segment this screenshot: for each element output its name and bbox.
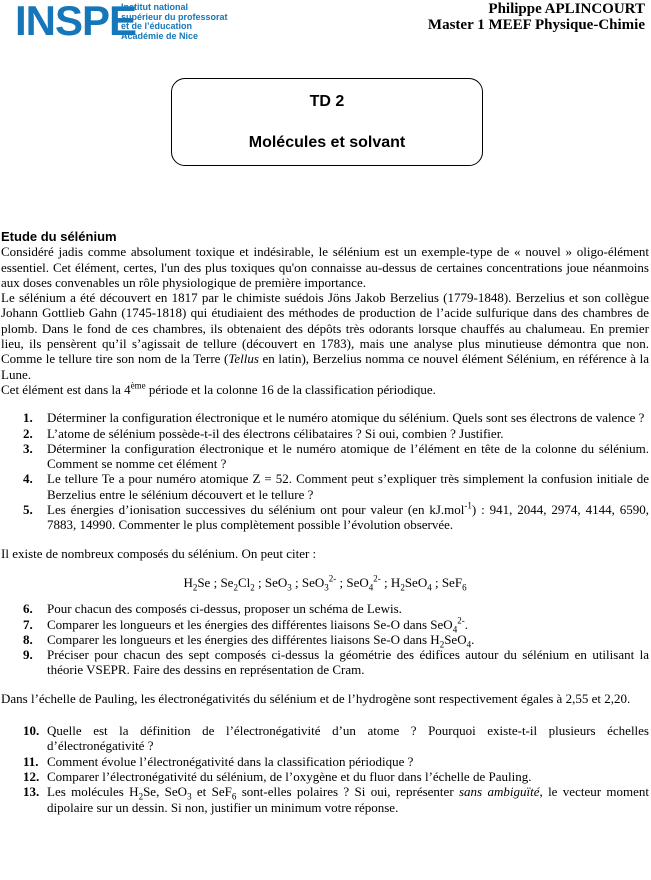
compound-formulas (1, 573, 649, 593)
question-text: Préciser pour chacun des sept composés ci-dessus la géométrie des édifices autour du sélénium en utilisant la théorie VSEPR. Faire des dessins en représentation de Cram. (47, 647, 649, 678)
question-number: 5. (23, 502, 33, 518)
question-list-1 (1, 410, 649, 532)
superscript: -1 (464, 500, 472, 511)
question-text: SeO (444, 631, 467, 647)
subscript: 3 (187, 791, 192, 802)
document-body (1, 229, 649, 815)
subscript: 2 (192, 582, 198, 593)
inspe-logo (15, 2, 230, 42)
subscript: 6 (462, 582, 467, 593)
text-span: Cet élément est dans la 4 (1, 381, 131, 397)
td-number: TD 2 (309, 93, 345, 110)
text-span: Le sélénium a été découvert en 1817 par le chimiste suédois Jöns Jakob Berzelius (1779-1848). Berzelius et son collègue Johann Gottlieb Gahn (1745-1818) qui étudiaient des méthodes de production de l’acide sulfurique dans des chambres de plomb. Dans le fond de ces chambres, ils obtenaient des dépôts très odorants lorsque chauffés au chalumeau. En premier lieu, ils pensèrent qu’il s’agissait de tellure (découvert en 1783), mais une analyse plus minutieuse démontra que non. Comme le tellure tire son nom de la Terre ( (1, 290, 649, 367)
formula-part: SeF (441, 574, 463, 590)
logo-line: et de l’éducation (121, 21, 193, 32)
question-number: 1. (23, 410, 33, 426)
subscript: 4 (427, 582, 432, 593)
question-text: Comparer les longueurs et les énergies des différentes liaisons Se-O dans SeO (47, 616, 453, 632)
question-number: 10. (23, 723, 40, 739)
question-text: Les molécules H (47, 784, 139, 800)
subscript: 2 (250, 582, 255, 593)
separator: ; (336, 574, 347, 590)
paragraph-history (1, 290, 649, 382)
question-text: Le tellure Te a pour numéro atomique Z = 52. Comment peut s’expliquer très simplement la confusion initiale de Berzelius entre le sélénium découvert et le tellure ? (47, 471, 649, 502)
question-text: Pour chacun des composés ci-dessus, proposer un schéma de Lewis. (47, 601, 402, 617)
question-text: Se, SeO (143, 784, 188, 800)
question-item (1, 502, 649, 533)
question-number: 8. (23, 631, 33, 647)
subscript: 2 (439, 639, 445, 650)
subscript: 2 (400, 582, 405, 593)
paragraph-period (1, 382, 649, 397)
question-item (1, 615, 649, 635)
formula-part: SeO (404, 574, 428, 590)
text-span: période et la colonne 16 de la classification périodique. (145, 381, 436, 397)
question-text: Les énergies d’ionisation successives du sélénium ont pour valeur (en kJ.mol (47, 502, 465, 518)
question-item (1, 769, 649, 784)
formula-part: H (390, 574, 401, 590)
formula-part: Cl (237, 574, 251, 590)
separator: ; (431, 574, 442, 590)
question-text: Quelle est la définition de l’électronégativité d’un atome ? Pourquoi existe-t-il plusieurs échelles d’électronégativité ? (47, 723, 649, 754)
pauling-paragraph: Dans l’échelle de Pauling, les électronégativités du sélénium et de l’hydrogène sont respectivement égales à 2,55 et 2,20. (1, 690, 631, 706)
question-text: . (471, 631, 475, 647)
question-item (1, 471, 649, 502)
question-item (1, 647, 649, 678)
superscript: 2- (373, 573, 381, 584)
separator: ; (291, 574, 302, 590)
question-text: sont-elles polaires ? Si oui, représenter (236, 784, 459, 800)
superscript: 2- (457, 615, 465, 626)
section-title: Etude du sélénium (1, 229, 117, 244)
subscript: 4 (452, 624, 458, 635)
text-span: en latin), Berzelius nomma ce nouvel élément Sélénium, en référence à la Lune. (1, 351, 649, 382)
course-name: Master 1 MEEF Physique-Chimie (427, 17, 645, 33)
superscript: 2- (328, 573, 337, 584)
separator: ; (210, 574, 221, 590)
question-item (1, 410, 649, 425)
question-number: 9. (23, 647, 33, 663)
question-text: L’atome de sélénium possède-t-il des électrons célibataires ? Si oui, combien ? Justifier. (47, 425, 504, 441)
logo-wordmark: INSPE (15, 0, 137, 44)
question-number: 2. (23, 425, 33, 441)
subscript: 3 (287, 582, 292, 593)
question-number: 6. (23, 601, 33, 617)
question-number: 11. (23, 753, 39, 769)
question-item (1, 441, 649, 472)
author-block (428, 1, 645, 33)
subscript: 4 (368, 582, 374, 593)
question-text: Déterminer la configuration électronique et le numéro atomique du sélénium. Quels sont ses électrons de valence ? (47, 410, 645, 426)
question-number: 7. (23, 616, 33, 632)
subscript: 4 (466, 639, 472, 650)
question-number: 12. (23, 768, 40, 784)
question-text: . (464, 616, 468, 632)
logo-line: supérieur du professorat (121, 11, 228, 22)
separator: ; (254, 574, 265, 590)
separator: ; (380, 574, 391, 590)
subscript: 6 (231, 791, 237, 802)
subscript: 2 (138, 791, 144, 802)
question-text: , le vecteur moment dipolaire sur un dessin. Si non, justifier un minimum votre réponse. (47, 784, 649, 815)
td-subject: Molécules et solvant (248, 134, 406, 151)
formula-part: Se (220, 574, 234, 590)
question-number: 13. (23, 784, 40, 800)
logo-line: Académie de Nice (121, 30, 199, 41)
formula-part: H (183, 574, 193, 590)
question-text: et SeF (191, 784, 232, 800)
question-text: Comparer l’électronégativité du sélénium, de l’oxygène et du fluor dans l’échelle de Pauling. (47, 768, 532, 784)
question-item (1, 601, 649, 616)
question-number: 3. (23, 440, 33, 456)
italic-text: Tellus (228, 351, 259, 367)
question-list-3 (1, 723, 649, 815)
question-text: Comment évolue l’électronégativité dans la classification périodique ? (47, 753, 414, 769)
author-name: Philippe APLINCOURT (488, 1, 645, 17)
superscript: ème (130, 380, 146, 391)
subscript: 2 (233, 582, 238, 593)
subscript: 3 (324, 582, 329, 593)
question-item (1, 723, 649, 754)
question-text: ) : 941, 2044, 2974, 4144, 6590, 7883, 14990. Commenter le plus complètement possible l’évolution observée. (47, 502, 649, 533)
question-item (1, 426, 649, 441)
question-text: Comparer les longueurs et les énergies des différentes liaisons Se-O dans H (47, 631, 440, 647)
italic-text: sans ambiguïté (459, 784, 540, 800)
formula-part: SeO (301, 574, 325, 590)
paragraph-intro: Considéré jadis comme absolument toxique et indésirable, le sélénium est un exemple-type de « nouvel » oligo-élément essentiel. Cet élément, certes, l'un des plus toxiques qu'on connaisse au-dessus de certaines concentrations joue néanmoins aux doses convenables un rôle physiologique de première importance. (1, 244, 649, 290)
question-item (1, 754, 649, 769)
formula-part: Se (197, 574, 211, 590)
question-item (1, 784, 649, 815)
logo-institution-lines (121, 3, 228, 41)
formula-part: SeO (346, 574, 369, 590)
question-list-2 (1, 601, 649, 677)
question-number: 4. (23, 471, 33, 487)
logo-line: Institut national (121, 2, 188, 12)
title-box (171, 78, 483, 166)
compounds-intro: Il existe de nombreux composés du sélénium. On peut citer : (1, 545, 317, 561)
formula-part: SeO (264, 574, 288, 590)
question-text: Déterminer la configuration électronique et le numéro atomique de l’élément en tête de la colonne du sélénium. Comment se nomme cet élément ? (47, 440, 649, 472)
question-item (1, 631, 649, 650)
